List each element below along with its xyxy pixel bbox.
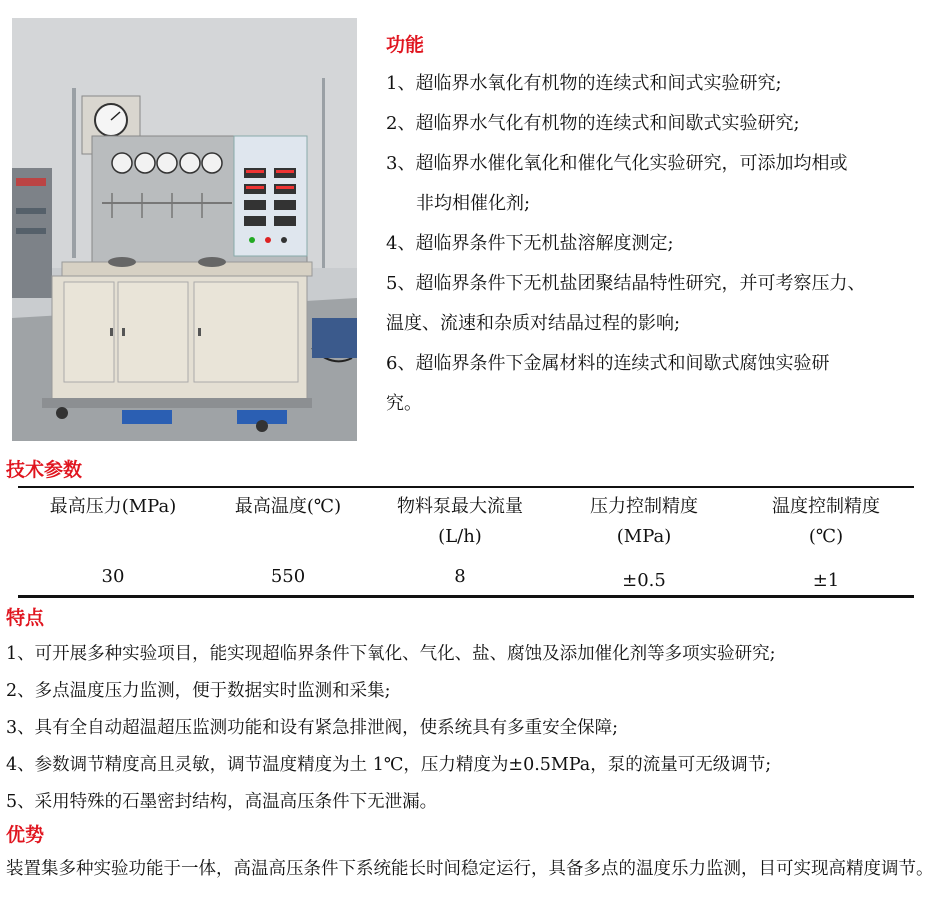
function-item (386, 104, 931, 144)
function-item (386, 344, 931, 424)
param-header: 压力控制精度 (590, 496, 698, 517)
equipment-photo (12, 18, 357, 441)
feature-item: 2、多点温度压力监测，便于数据实时监测和采集; (6, 681, 391, 701)
feature-item: 4、参数调节精度高且灵敏，调节温度精度为土 1℃，压力精度为±0.5MPa，泵的流量可无级调节; (6, 755, 772, 775)
feature-item: 1、可开展多种实验项目，能实现超临界条件下氧化、气化、盐、腐蚀及添加催化剂等多项实验研究; (6, 644, 776, 664)
function-line: 4、超临界条件下无机盐溶解度测定; (386, 233, 674, 254)
param-col-pressure (18, 492, 208, 587)
features-list (6, 636, 941, 821)
function-item (386, 224, 931, 264)
features-heading: 特点 (6, 607, 45, 629)
param-value: 550 (270, 566, 306, 587)
param-value: 8 (454, 566, 466, 587)
function-item (386, 264, 931, 344)
function-heading: 功能 (386, 34, 425, 56)
params-heading: 技术参数 (6, 459, 83, 481)
param-value: 30 (101, 566, 125, 587)
function-item (386, 144, 931, 224)
param-unit: (L/h) (438, 526, 482, 547)
param-col-temperature (188, 492, 388, 587)
param-header: 温度控制精度 (772, 496, 880, 517)
param-header: 物料泵最大流量 (397, 496, 523, 517)
advantages-heading: 优势 (6, 824, 45, 846)
param-col-flow (370, 492, 550, 587)
function-line: 3、超临界水催化氧化和催化气化实验研究，可添加均相或 (386, 153, 848, 174)
feature-item: 3、具有全自动超温超压监测功能和设有紧急排泄阀，使系统具有多重安全保障; (6, 718, 619, 738)
param-col-temperature-precision (736, 492, 916, 591)
table-bottom-rule (18, 595, 914, 598)
param-header: 最高压力(MPa) (49, 496, 177, 517)
feature-item: 5、采用特殊的石墨密封结构，高温高压条件下无泄漏。 (6, 792, 438, 812)
param-value: ±0.5 (622, 570, 666, 591)
param-unit: (MPa) (616, 526, 672, 547)
table-top-rule (18, 486, 914, 488)
function-line: 温度、流速和杂质对结晶过程的影响; (386, 313, 681, 334)
advantages-text: 装置集多种实验功能于一体，高温高压条件下系统能长时间稳定运行，具备多点的温度乐力监测，目可实现高精度调节。 (6, 859, 934, 879)
param-value: ±1 (812, 570, 840, 591)
function-list (386, 64, 931, 424)
param-col-pressure-precision (554, 492, 734, 591)
param-header: 最高温度(℃) (234, 496, 342, 517)
function-line: 1、超临界水氧化有机物的连续式和间式实验研究; (386, 73, 782, 94)
param-unit: (℃) (808, 526, 844, 547)
function-line: 5、超临界条件下无机盐团聚结晶特性研究，并可考察压力、 (386, 273, 866, 294)
function-line: 非均相催化剂; (416, 193, 531, 214)
function-line: 究。 (386, 393, 422, 414)
function-item (386, 64, 931, 104)
function-line: 6、超临界条件下金属材料的连续式和间歇式腐蚀实验研 (386, 353, 830, 374)
function-line: 2、超临界水气化有机物的连续式和间歇式实验研究; (386, 113, 800, 134)
